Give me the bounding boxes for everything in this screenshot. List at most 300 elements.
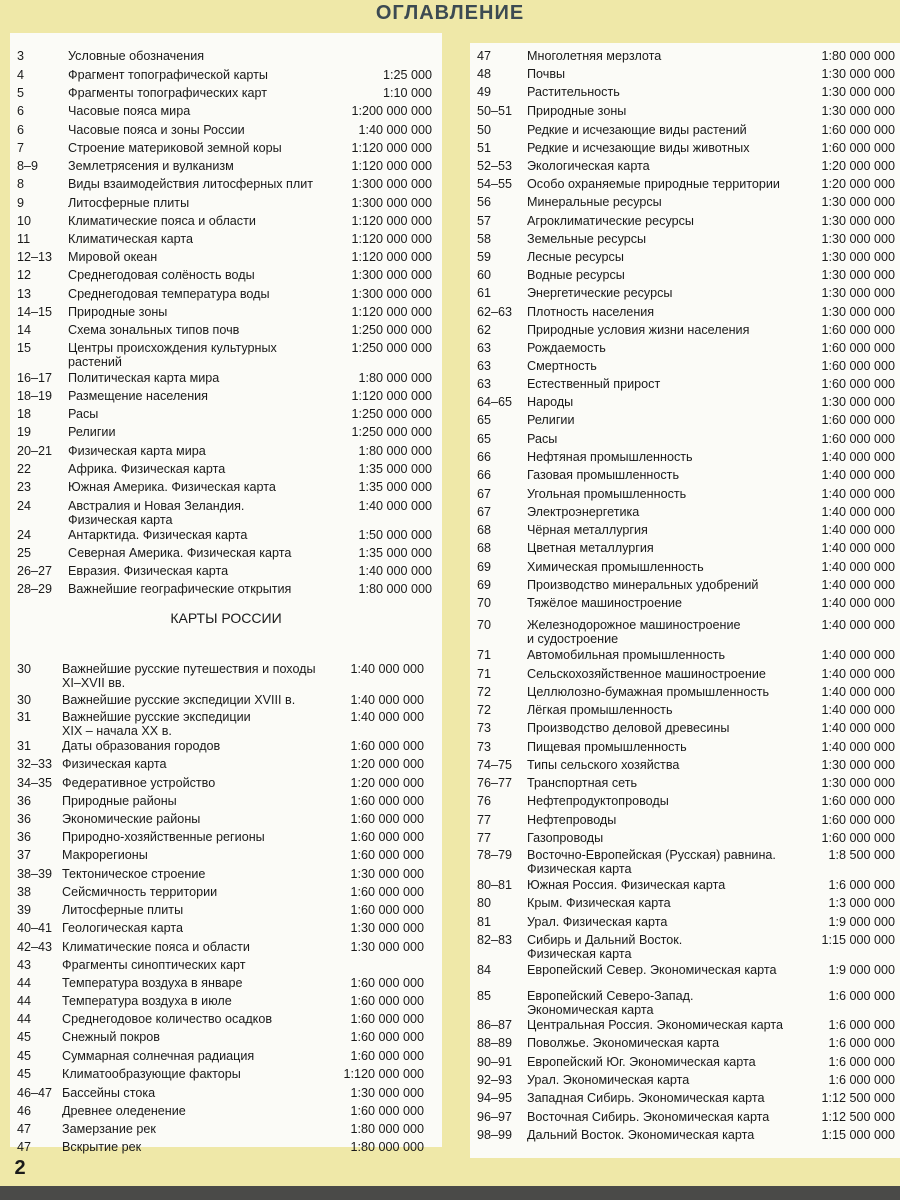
toc-title: Нефтепродуктопроводы	[527, 794, 669, 808]
toc-title: Северная Америка. Физическая карта	[68, 546, 292, 560]
toc-title: Религии	[527, 413, 575, 427]
toc-scale: 1:25 000	[382, 68, 432, 82]
toc-title: Редкие и исчезающие виды растений	[527, 123, 747, 137]
toc-title: Климатическая карта	[68, 232, 194, 246]
toc-title: Важнейшие русские путешествия и походы XI–XVII вв.	[62, 662, 316, 690]
toc-title: Бассейны стока	[62, 1086, 156, 1100]
toc-scale: 1:250 000 000	[351, 323, 432, 337]
toc-page-number: 31	[17, 739, 32, 753]
toc-title: Европейский Юг. Экономическая карта	[527, 1055, 756, 1069]
toc-scale: 1:30 000 000	[821, 195, 895, 209]
toc-title: Западная Сибирь. Экономическая карта	[527, 1091, 765, 1105]
toc-page-number: 40–41	[17, 921, 53, 935]
toc-title: Смертность	[527, 359, 597, 373]
toc-scale: 1:300 000 000	[351, 177, 432, 191]
toc-title: Агроклиматические ресурсы	[527, 214, 694, 228]
toc-page-number: 70	[477, 596, 492, 610]
toc-page-number: 69	[477, 560, 492, 574]
toc-scale: 1:80 000 000	[350, 1122, 424, 1136]
toc-scale: 1:300 000 000	[351, 287, 432, 301]
toc-title: Чёрная металлургия	[527, 523, 648, 537]
toc-title: Сибирь и Дальний Восток. Физическая карта	[527, 933, 683, 961]
toc-scale: 1:40 000 000	[821, 487, 895, 501]
toc-page-number: 9	[17, 196, 25, 210]
toc-scale: 1:40 000 000	[350, 662, 424, 676]
toc-title: Естественный прирост	[527, 377, 661, 391]
toc-scale: 1:20 000 000	[821, 177, 895, 191]
toc-scale: 1:40 000 000	[350, 693, 424, 707]
toc-title: Центры происхождения культурных растений	[68, 341, 277, 369]
toc-scale: 1:40 000 000	[358, 123, 432, 137]
toc-page-number: 5	[17, 86, 25, 100]
toc-page-number: 12–13	[17, 250, 53, 264]
toc-title: Африка. Физическая карта	[68, 462, 226, 476]
toc-title: Литосферные плиты	[68, 196, 190, 210]
toc-title: Рождаемость	[527, 341, 606, 355]
toc-page-number: 60	[477, 268, 492, 282]
toc-page-number: 10	[17, 214, 32, 228]
toc-page-number: 84	[477, 963, 492, 977]
toc-title: Температура воздуха в июле	[62, 994, 232, 1008]
toc-scale: 1:40 000 000	[358, 564, 432, 578]
toc-page-number: 63	[477, 341, 492, 355]
toc-page-number: 31	[17, 710, 32, 724]
toc-scale: 1:40 000 000	[821, 541, 895, 555]
toc-scale: 1:80 000 000	[821, 49, 895, 63]
section-title-russia-maps: КАРТЫ РОССИИ	[170, 610, 282, 626]
toc-title: Важнейшие русские экспедиции XIX – начала XX в.	[62, 710, 251, 738]
toc-scale: 1:120 000 000	[351, 389, 432, 403]
toc-title: Федеративное устройство	[62, 776, 216, 790]
toc-page-number: 67	[477, 487, 492, 501]
toc-scale: 1:40 000 000	[821, 596, 895, 610]
toc-page-number: 50	[477, 123, 492, 137]
toc-title: Нефтепроводы	[527, 813, 617, 827]
toc-scale: 1:35 000 000	[358, 480, 432, 494]
toc-scale: 1:10 000	[382, 86, 432, 100]
toc-title: Среднегодовая температура воды	[68, 287, 270, 301]
toc-page-number: 22	[17, 462, 32, 476]
toc-page-number: 59	[477, 250, 492, 264]
toc-scale: 1:80 000 000	[358, 371, 432, 385]
toc-scale: 1:30 000 000	[821, 758, 895, 772]
toc-scale: 1:60 000 000	[350, 1030, 424, 1044]
toc-title: Европейский Северо-Запад. Экономическая карта	[527, 989, 694, 1017]
toc-scale: 1:60 000 000	[350, 848, 424, 862]
toc-title: Физическая карта	[62, 757, 167, 771]
toc-scale: 1:30 000 000	[350, 940, 424, 954]
toc-title: Растительность	[527, 85, 620, 99]
toc-page-number: 8–9	[17, 159, 39, 173]
toc-title: Железнодорожное машиностроение и судостроение	[527, 618, 741, 646]
toc-scale: 1:40 000 000	[821, 648, 895, 662]
toc-title: Литосферные плиты	[62, 903, 184, 917]
toc-title: Урал. Экономическая карта	[527, 1073, 690, 1087]
toc-scale: 1:60 000 000	[821, 413, 895, 427]
toc-page-number: 72	[477, 685, 492, 699]
toc-title: Тяжёлое машиностроение	[527, 596, 683, 610]
toc-scale: 1:15 000 000	[821, 1128, 895, 1142]
toc-scale: 1:30 000 000	[821, 214, 895, 228]
toc-scale: 1:300 000 000	[351, 268, 432, 282]
toc-page-number: 7	[17, 141, 25, 155]
toc-title: Цветная металлургия	[527, 541, 654, 555]
toc-page-number: 4	[17, 68, 25, 82]
toc-scale: 1:9 000 000	[828, 915, 895, 929]
toc-page-number: 86–87	[477, 1018, 513, 1032]
page-number: 2	[14, 1157, 26, 1179]
toc-scale: 1:30 000 000	[821, 395, 895, 409]
toc-scale: 1:60 000 000	[350, 794, 424, 808]
toc-scale: 1:35 000 000	[358, 546, 432, 560]
toc-scale: 1:40 000 000	[350, 710, 424, 724]
toc-page-number: 43	[17, 958, 32, 972]
toc-page-number: 96–97	[477, 1110, 513, 1124]
toc-scale: 1:50 000 000	[358, 528, 432, 542]
toc-page-number: 61	[477, 286, 492, 300]
toc-page-number: 80	[477, 896, 492, 910]
toc-page-number: 92–93	[477, 1073, 513, 1087]
toc-scale: 1:80 000 000	[358, 582, 432, 596]
toc-scale: 1:40 000 000	[821, 523, 895, 537]
toc-page-number: 14	[17, 323, 32, 337]
toc-title: Урал. Физическая карта	[527, 915, 668, 929]
toc-title: Часовые пояса и зоны России	[68, 123, 245, 137]
toc-title: Фрагменты топографических карт	[68, 86, 268, 100]
toc-page-number: 38	[17, 885, 32, 899]
toc-scale: 1:60 000 000	[350, 1012, 424, 1026]
toc-scale: 1:6 000 000	[828, 989, 895, 1003]
toc-scale: 1:20 000 000	[350, 757, 424, 771]
toc-title: Строение материковой земной коры	[68, 141, 282, 155]
toc-scale: 1:30 000 000	[821, 776, 895, 790]
toc-page-number: 77	[477, 813, 492, 827]
toc-scale: 1:60 000 000	[350, 885, 424, 899]
toc-page-number: 45	[17, 1049, 32, 1063]
toc-page-number: 68	[477, 541, 492, 555]
toc-scale: 1:30 000 000	[821, 286, 895, 300]
toc-scale: 1:60 000 000	[821, 794, 895, 808]
toc-scale: 1:12 500 000	[821, 1091, 895, 1105]
toc-page-number: 94–95	[477, 1091, 513, 1105]
toc-scale: 1:30 000 000	[821, 250, 895, 264]
toc-scale: 1:6 000 000	[828, 1018, 895, 1032]
toc-scale: 1:120 000 000	[351, 250, 432, 264]
toc-title: Часовые пояса мира	[68, 104, 191, 118]
toc-page-number: 24	[17, 499, 32, 513]
toc-page-number: 73	[477, 721, 492, 735]
toc-page-number: 82–83	[477, 933, 513, 947]
toc-title: Природные зоны	[527, 104, 627, 118]
toc-page-number: 74–75	[477, 758, 513, 772]
toc-page-number: 68	[477, 523, 492, 537]
toc-scale: 1:30 000 000	[821, 305, 895, 319]
toc-page-number: 23	[17, 480, 32, 494]
toc-scale: 1:30 000 000	[350, 1086, 424, 1100]
toc-page-number: 56	[477, 195, 492, 209]
toc-page-number: 28–29	[17, 582, 53, 596]
toc-page-number: 16–17	[17, 371, 53, 385]
toc-title: Водные ресурсы	[527, 268, 625, 282]
toc-scale: 1:40 000 000	[821, 618, 895, 632]
toc-title: Австралия и Новая Зеландия. Физическая карта	[68, 499, 245, 527]
toc-title: Сейсмичность территории	[62, 885, 218, 899]
toc-title: Особо охраняемые природные территории	[527, 177, 780, 191]
toc-scale: 1:60 000 000	[821, 323, 895, 337]
toc-scale: 1:60 000 000	[350, 739, 424, 753]
toc-scale: 1:40 000 000	[821, 685, 895, 699]
toc-title: Даты образования городов	[62, 739, 221, 753]
toc-page-number: 42–43	[17, 940, 53, 954]
toc-title: Экономические районы	[62, 812, 201, 826]
toc-page-number: 12	[17, 268, 32, 282]
toc-scale: 1:40 000 000	[821, 450, 895, 464]
toc-scale: 1:6 000 000	[828, 878, 895, 892]
toc-page-number: 45	[17, 1067, 32, 1081]
toc-title: Многолетняя мерзлота	[527, 49, 662, 63]
toc-title: Дальний Восток. Экономическая карта	[527, 1128, 755, 1142]
toc-page-number: 25	[17, 546, 32, 560]
toc-page-number: 64–65	[477, 395, 513, 409]
toc-page-number: 44	[17, 994, 32, 1008]
toc-title: Поволжье. Экономическая карта	[527, 1036, 720, 1050]
toc-title: Народы	[527, 395, 574, 409]
toc-title: Газовая промышленность	[527, 468, 680, 482]
toc-scale: 1:250 000 000	[351, 425, 432, 439]
toc-title: Редкие и исчезающие виды животных	[527, 141, 750, 155]
toc-scale: 1:120 000 000	[351, 159, 432, 173]
toc-title: Суммарная солнечная радиация	[62, 1049, 255, 1063]
toc-page-number: 85	[477, 989, 492, 1003]
contents-right-column	[470, 43, 900, 1158]
toc-title: Земельные ресурсы	[527, 232, 647, 246]
toc-title: Восточно-Европейская (Русская) равнина. Физическая карта	[527, 848, 776, 876]
toc-scale: 1:6 000 000	[828, 1036, 895, 1050]
toc-page-number: 90–91	[477, 1055, 513, 1069]
toc-title: Нефтяная промышленность	[527, 450, 693, 464]
page-title: ОГЛАВЛЕНИЕ	[375, 2, 525, 24]
toc-title: Южная Америка. Физическая карта	[68, 480, 276, 494]
toc-page-number: 63	[477, 377, 492, 391]
toc-page-number: 3	[17, 49, 25, 63]
toc-page-number: 20–21	[17, 444, 53, 458]
toc-title: Лесные ресурсы	[527, 250, 624, 264]
toc-title: Антарктида. Физическая карта	[68, 528, 248, 542]
toc-scale: 1:300 000 000	[351, 196, 432, 210]
toc-scale: 1:40 000 000	[821, 721, 895, 735]
toc-title: Среднегодовое количество осадков	[62, 1012, 273, 1026]
toc-page-number: 44	[17, 1012, 32, 1026]
toc-title: Снежный покров	[62, 1030, 160, 1044]
toc-scale: 1:120 000 000	[351, 305, 432, 319]
toc-scale: 1:60 000 000	[821, 831, 895, 845]
toc-scale: 1:30 000 000	[821, 67, 895, 81]
toc-scale: 1:30 000 000	[821, 268, 895, 282]
toc-scale: 1:60 000 000	[350, 830, 424, 844]
toc-title: Древнее оледенение	[62, 1104, 186, 1118]
toc-page-number: 47	[477, 49, 492, 63]
toc-title: Размещение населения	[68, 389, 209, 403]
toc-scale: 1:6 000 000	[828, 1073, 895, 1087]
toc-page-number: 46–47	[17, 1086, 53, 1100]
toc-scale: 1:12 500 000	[821, 1110, 895, 1124]
toc-scale: 1:15 000 000	[821, 933, 895, 947]
toc-title: Макрорегионы	[62, 848, 148, 862]
toc-page-number: 14–15	[17, 305, 53, 319]
toc-page-number: 65	[477, 413, 492, 427]
toc-title: Тектоническое строение	[62, 867, 206, 881]
toc-page-number: 49	[477, 85, 492, 99]
toc-scale: 1:30 000 000	[350, 921, 424, 935]
toc-title: Центральная Россия. Экономическая карта	[527, 1018, 784, 1032]
toc-title: Угольная промышленность	[527, 487, 687, 501]
toc-title: Экологическая карта	[527, 159, 650, 173]
toc-page-number: 78–79	[477, 848, 513, 862]
toc-title: Южная Россия. Физическая карта	[527, 878, 726, 892]
toc-page-number: 8	[17, 177, 25, 191]
toc-scale: 1:30 000 000	[821, 232, 895, 246]
toc-page-number: 36	[17, 812, 32, 826]
toc-page-number: 69	[477, 578, 492, 592]
toc-scale: 1:8 500 000	[828, 848, 895, 862]
toc-title: Землетрясения и вулканизм	[68, 159, 234, 173]
toc-title: Пищевая промышленность	[527, 740, 687, 754]
toc-title: Типы сельского хозяйства	[527, 758, 680, 772]
toc-scale: 1:30 000 000	[350, 867, 424, 881]
toc-scale: 1:120 000 000	[351, 214, 432, 228]
toc-scale: 1:3 000 000	[828, 896, 895, 910]
toc-title: Фрагмент топографической карты	[68, 68, 268, 82]
toc-page-number: 57	[477, 214, 492, 228]
toc-scale: 1:60 000 000	[350, 1104, 424, 1118]
toc-scale: 1:40 000 000	[821, 505, 895, 519]
toc-page-number: 47	[17, 1122, 32, 1136]
toc-scale: 1:60 000 000	[350, 1049, 424, 1063]
toc-page-number: 6	[17, 104, 25, 118]
toc-title: Климатические пояса и области	[62, 940, 250, 954]
toc-scale: 1:250 000 000	[351, 341, 432, 355]
toc-page-number: 36	[17, 794, 32, 808]
toc-page-number: 65	[477, 432, 492, 446]
toc-title: Производство минеральных удобрений	[527, 578, 759, 592]
toc-title: Сельскохозяйственное машиностроение	[527, 667, 766, 681]
toc-page-number: 54–55	[477, 177, 513, 191]
toc-scale: 1:40 000 000	[358, 499, 432, 513]
toc-title: Мировой океан	[68, 250, 158, 264]
toc-page-number: 45	[17, 1030, 32, 1044]
toc-page-number: 18–19	[17, 389, 53, 403]
toc-page-number: 26–27	[17, 564, 53, 578]
toc-title: Химическая промышленность	[527, 560, 704, 574]
toc-title: Природные зоны	[68, 305, 168, 319]
toc-page-number: 18	[17, 407, 32, 421]
toc-title: Фрагменты синоптических карт	[62, 958, 246, 972]
toc-scale: 1:40 000 000	[821, 703, 895, 717]
toc-page-number: 36	[17, 830, 32, 844]
toc-scale: 1:6 000 000	[828, 1055, 895, 1069]
toc-page-number: 73	[477, 740, 492, 754]
toc-title: Плотность населения	[527, 305, 655, 319]
toc-scale: 1:30 000 000	[821, 85, 895, 99]
toc-page-number: 66	[477, 450, 492, 464]
toc-scale: 1:60 000 000	[350, 976, 424, 990]
toc-title: Условные обозначения	[68, 49, 205, 63]
toc-page-number: 66	[477, 468, 492, 482]
toc-page-number: 11	[17, 232, 31, 246]
toc-scale: 1:20 000 000	[821, 159, 895, 173]
toc-page-number: 50–51	[477, 104, 513, 118]
toc-title: Религии	[68, 425, 116, 439]
toc-page-number: 46	[17, 1104, 32, 1118]
toc-scale: 1:60 000 000	[821, 141, 895, 155]
toc-title: Расы	[527, 432, 558, 446]
toc-page-number: 47	[17, 1140, 32, 1154]
toc-scale: 1:60 000 000	[350, 903, 424, 917]
toc-title: Среднегодовая солёность воды	[68, 268, 255, 282]
toc-scale: 1:60 000 000	[821, 341, 895, 355]
toc-page-number: 48	[477, 67, 492, 81]
toc-page-number: 58	[477, 232, 492, 246]
toc-scale: 1:200 000 000	[351, 104, 432, 118]
toc-page-number: 32–33	[17, 757, 53, 771]
toc-page-number: 98–99	[477, 1128, 513, 1142]
toc-scale: 1:60 000 000	[350, 994, 424, 1008]
toc-title: Виды взаимодействия литосферных плит	[68, 177, 314, 191]
toc-page-number: 77	[477, 831, 492, 845]
toc-title: Геологическая карта	[62, 921, 183, 935]
toc-scale: 1:120 000 000	[343, 1067, 424, 1081]
toc-page-number: 19	[17, 425, 32, 439]
toc-title: Евразия. Физическая карта	[68, 564, 229, 578]
toc-title: Природно-хозяйственные регионы	[62, 830, 265, 844]
toc-page-number: 62	[477, 323, 492, 337]
toc-scale: 1:80 000 000	[350, 1140, 424, 1154]
toc-page-number: 63	[477, 359, 492, 373]
toc-page-number: 76–77	[477, 776, 513, 790]
contents-left-column	[10, 33, 442, 1154]
toc-title: Минеральные ресурсы	[527, 195, 662, 209]
toc-title: Расы	[68, 407, 99, 421]
toc-title: Лёгкая промышленность	[527, 703, 673, 717]
toc-title: Физическая карта мира	[68, 444, 206, 458]
bottom-shadow-band	[0, 1186, 900, 1200]
toc-scale: 1:20 000 000	[350, 776, 424, 790]
toc-title: Газопроводы	[527, 831, 604, 845]
toc-title: Крым. Физическая карта	[527, 896, 671, 910]
toc-scale: 1:30 000 000	[821, 104, 895, 118]
toc-page-number: 71	[477, 648, 492, 662]
toc-page-number: 67	[477, 505, 492, 519]
toc-page-number: 34–35	[17, 776, 53, 790]
toc-scale: 1:40 000 000	[821, 740, 895, 754]
toc-page-number: 70	[477, 618, 492, 632]
toc-page-number: 44	[17, 976, 32, 990]
toc-title: Почвы	[527, 67, 566, 81]
toc-title: Политическая карта мира	[68, 371, 220, 385]
toc-title: Важнейшие русские экспедиции XVIII в.	[62, 693, 296, 707]
toc-page-number: 37	[17, 848, 32, 862]
toc-scale: 1:60 000 000	[821, 123, 895, 137]
toc-scale: 1:9 000 000	[828, 963, 895, 977]
toc-page-number: 52–53	[477, 159, 513, 173]
toc-page-number: 88–89	[477, 1036, 513, 1050]
toc-page-number: 15	[17, 341, 32, 355]
toc-scale: 1:40 000 000	[821, 578, 895, 592]
toc-page-number: 76	[477, 794, 492, 808]
toc-scale: 1:120 000 000	[351, 232, 432, 246]
toc-page-number: 30	[17, 693, 32, 707]
toc-page-number: 72	[477, 703, 492, 717]
